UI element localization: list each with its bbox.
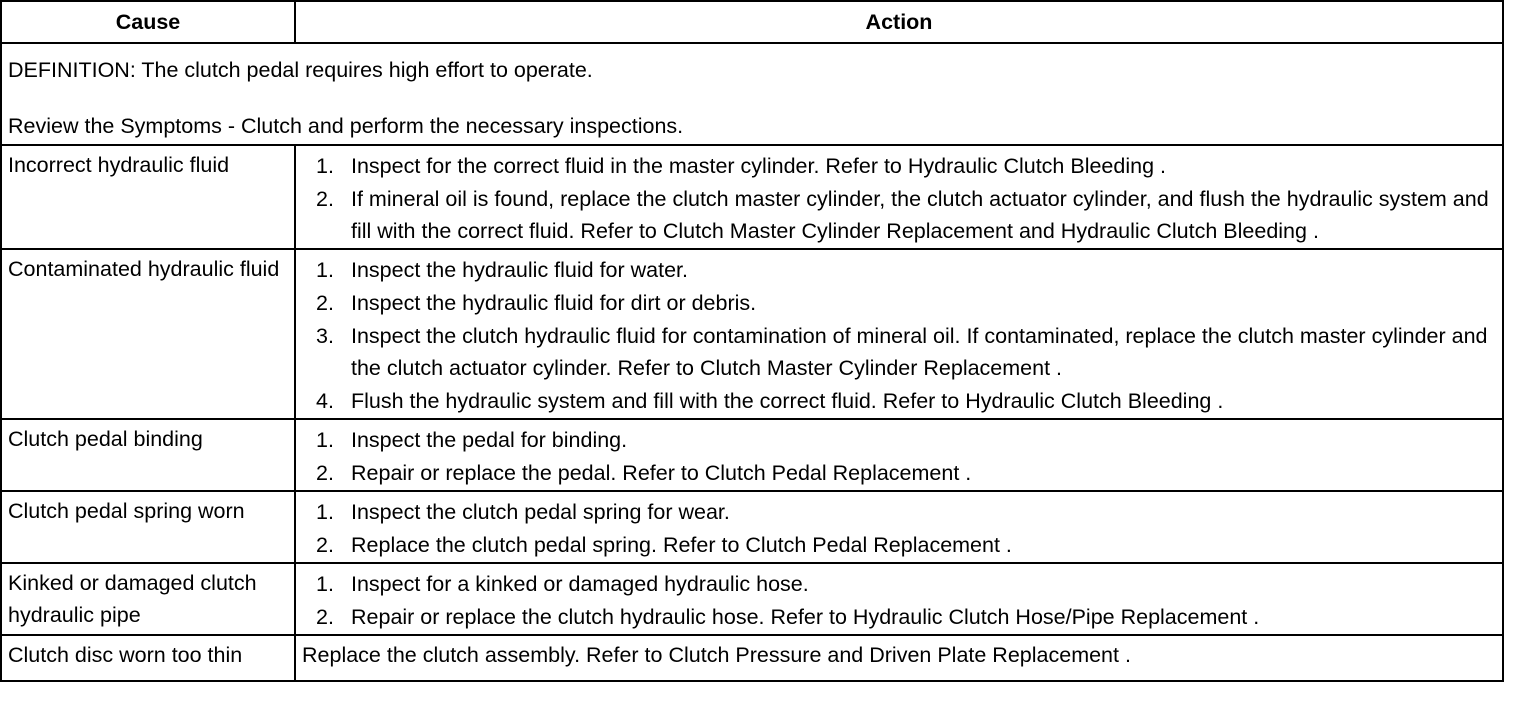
cause-text: Clutch pedal spring worn — [8, 499, 245, 523]
definition-cell — [1, 43, 1503, 145]
table-row — [1, 249, 1503, 419]
action-step — [302, 496, 1496, 528]
action-steps — [302, 564, 1496, 633]
action-steps — [302, 250, 1496, 417]
step-text: Inspect the clutch hydraulic fluid for contamination of mineral oil. If contaminated, replace the clutch master cylinder and the clutch actuator cylinder. Refer to Clutch Master Cylinder Replacement . — [351, 324, 1488, 380]
cause-text: Kinked or damaged clutch hydraulic pipe — [8, 571, 257, 627]
cause-text: Contaminated hydraulic fluid — [8, 257, 280, 281]
action-step — [302, 183, 1496, 247]
cause-cell — [1, 419, 295, 491]
action-step — [302, 320, 1496, 384]
action-step — [302, 457, 1496, 489]
step-text: If mineral oil is found, replace the clutch master cylinder, the clutch actuator cylinder, and flush the hydraulic system and fill with the correct fluid. Refer to Clutch Master Cylinder Replacement and Hydraulic Clutch Bleeding . — [351, 187, 1489, 243]
action-text: Replace the clutch assembly. Refer to Clutch Pressure and Driven Plate Replacement . — [302, 643, 1131, 667]
action-step — [302, 568, 1496, 600]
definition-text: DEFINITION: The clutch pedal requires high effort to operate. — [8, 58, 593, 82]
step-text: Inspect the hydraulic fluid for water. — [351, 258, 689, 282]
step-text: Replace the clutch pedal spring. Refer to Clutch Pedal Replacement . — [351, 533, 1012, 557]
action-step — [302, 385, 1496, 417]
step-number: 1. — [316, 500, 334, 524]
table-row — [1, 419, 1503, 491]
action-step — [302, 287, 1496, 319]
definition-row — [1, 43, 1503, 145]
step-text: Flush the hydraulic system and fill with the correct fluid. Refer to Hydraulic Clutch Bleeding . — [351, 389, 1224, 413]
step-text: Repair or replace the pedal. Refer to Clutch Pedal Replacement . — [351, 461, 972, 485]
step-number: 2. — [316, 187, 334, 211]
action-step — [302, 529, 1496, 561]
action-cell — [295, 491, 1503, 563]
cause-column-header: Cause — [1, 1, 295, 43]
table-row — [1, 491, 1503, 563]
action-cell — [295, 419, 1503, 491]
action-steps — [302, 420, 1496, 489]
step-text: Repair or replace the clutch hydraulic hose. Refer to Hydraulic Clutch Hose/Pipe Replacement . — [351, 605, 1260, 629]
cause-cell — [1, 491, 295, 563]
cause-text: Incorrect hydraulic fluid — [8, 153, 230, 177]
step-text: Inspect the clutch pedal spring for wear. — [351, 500, 730, 524]
cause-cell — [1, 249, 295, 419]
step-number: 1. — [316, 428, 334, 452]
step-number: 3. — [316, 324, 334, 348]
step-text: Inspect for a kinked or damaged hydraulic hose. — [351, 572, 809, 596]
step-number: 1. — [316, 154, 334, 178]
review-text: Review the Symptoms - Clutch and perform the necessary inspections. — [8, 114, 684, 138]
step-number: 1. — [316, 572, 334, 596]
step-text: Inspect for the correct fluid in the master cylinder. Refer to Hydraulic Clutch Bleeding . — [351, 154, 1166, 178]
step-text: Inspect the hydraulic fluid for dirt or debris. — [351, 291, 757, 315]
action-steps — [302, 146, 1496, 247]
action-steps — [302, 492, 1496, 561]
step-number: 2. — [316, 291, 334, 315]
action-step — [302, 424, 1496, 456]
action-cell — [295, 145, 1503, 249]
action-cell — [295, 249, 1503, 419]
action-step — [302, 150, 1496, 182]
table-row — [1, 145, 1503, 249]
action-cell — [295, 563, 1503, 635]
header-row — [1, 1, 1503, 43]
cause-text: Clutch pedal binding — [8, 427, 203, 451]
cause-cell — [1, 635, 295, 681]
step-number: 2. — [316, 533, 334, 557]
action-column-header: Action — [295, 1, 1503, 43]
table-row — [1, 635, 1503, 681]
step-number: 4. — [316, 389, 334, 413]
action-step — [302, 254, 1496, 286]
step-number: 2. — [316, 605, 334, 629]
action-cell — [295, 635, 1503, 681]
cause-cell — [1, 563, 295, 635]
action-step — [302, 601, 1496, 633]
cause-cell — [1, 145, 295, 249]
cause-text: Clutch disc worn too thin — [8, 643, 243, 667]
step-text: Inspect the pedal for binding. — [351, 428, 628, 452]
step-number: 1. — [316, 258, 334, 282]
table-row — [1, 563, 1503, 635]
step-number: 2. — [316, 461, 334, 485]
